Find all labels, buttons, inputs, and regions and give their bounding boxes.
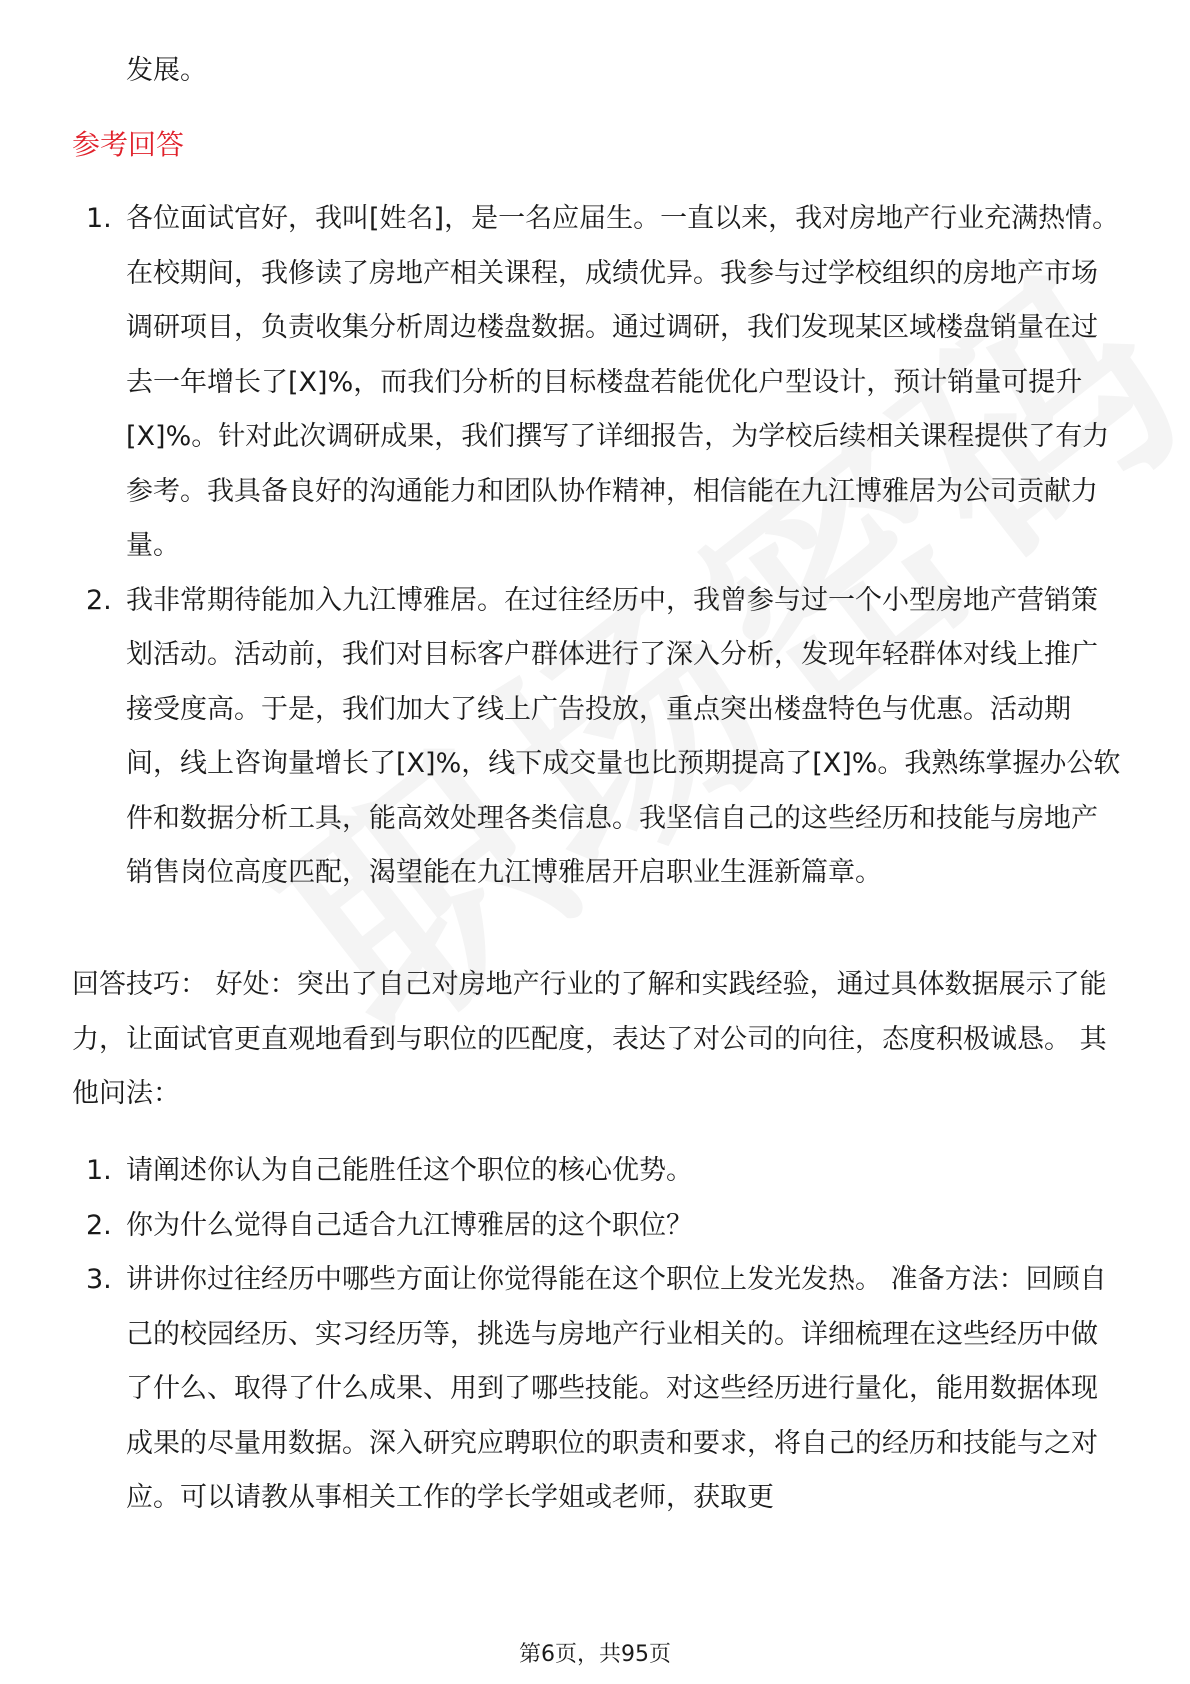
question-item <box>72 1253 1122 1526</box>
question-text: 请阐述你认为自己能胜任这个职位的核心优势。 <box>126 1155 693 1186</box>
answer-text: 我非常期待能加入九江博雅居。在过往经历中，我曾参与过一个小型房地产营销策划活动。活动前，我们对目标客户群体进行了深入分析，发现年轻群体对线上推广接受度高。于是，我们加大了线上广告投放，重点突出楼盘特色与优惠。活动期间，线上咨询量增长了[X]%，线下成交量也比预期提高了[X]%。我熟练掌握办公软件和数据分析工具，能高效处理各类信息。我坚信自己的这些经历和技能与房地产销售岗位高度匹配，渴望能在九江博雅居开启职业生涯新篇章。 <box>126 584 1121 888</box>
page-footer: 第6页，共95页 <box>519 1642 671 1667</box>
answer-text: 各位面试官好，我叫[姓名]，是一名应届生。一直以来，我对房地产行业充满热情。在校期间，我修读了房地产相关课程，成绩优异。我参与过学校组织的房地产市场调研项目，负责收集分析周边楼盘数据。通过调研，我们发现某区域楼盘销量在过去一年增长了[X]%，而我们分析的目标楼盘若能优化户型设计，预计销量可提升[X]%。针对此次调研成果，我们撰写了详细报告，为学校后续相关课程提供了有力参考。我具备良好的沟通能力和团队协作精神，相信能在九江博雅居为公司贡献力量。 <box>126 203 1120 561</box>
list-number: 1. <box>86 1155 112 1186</box>
list-number: 2. <box>86 1209 112 1241</box>
question-item <box>72 1199 1122 1254</box>
intro-text: 发展。 <box>126 55 207 86</box>
list-number: 2. <box>86 584 112 616</box>
answer-item <box>72 574 1122 901</box>
answer-tips: 回答技巧： 好处：突出了自己对房地产行业的了解和实践经验，通过具体数据展示了能力，让面试官更直观地看到与职位的匹配度，表达了对公司的向往，态度积极诚恳。 其他问法： <box>72 969 1107 1109</box>
list-number: 3. <box>86 1264 112 1295</box>
question-item <box>72 1144 1122 1199</box>
answer-item <box>72 192 1122 574</box>
section-title: 参考回答 <box>72 128 185 161</box>
other-questions-list <box>72 1144 1122 1526</box>
list-number: 1. <box>86 203 112 234</box>
question-text: 讲讲你过往经历中哪些方面让你觉得能在这个职位上发光发热。 准备方法：回顾自己的校园经历、实习经历等，挑选与房地产行业相关的。详细梳理在这些经历中做了什么、取得了什么成果、用到了哪些技能。对这些经历进行量化，能用数据体现成果的尽量用数据。深入研究应聘职位的职责和要求，将自己的经历和技能与之对应。可以请教从事相关工作的学长学姐或老师，获取更 <box>126 1264 1107 1513</box>
answer-list <box>72 192 1122 901</box>
question-text: 你为什么觉得自己适合九江博雅居的这个职位？ <box>126 1209 693 1241</box>
